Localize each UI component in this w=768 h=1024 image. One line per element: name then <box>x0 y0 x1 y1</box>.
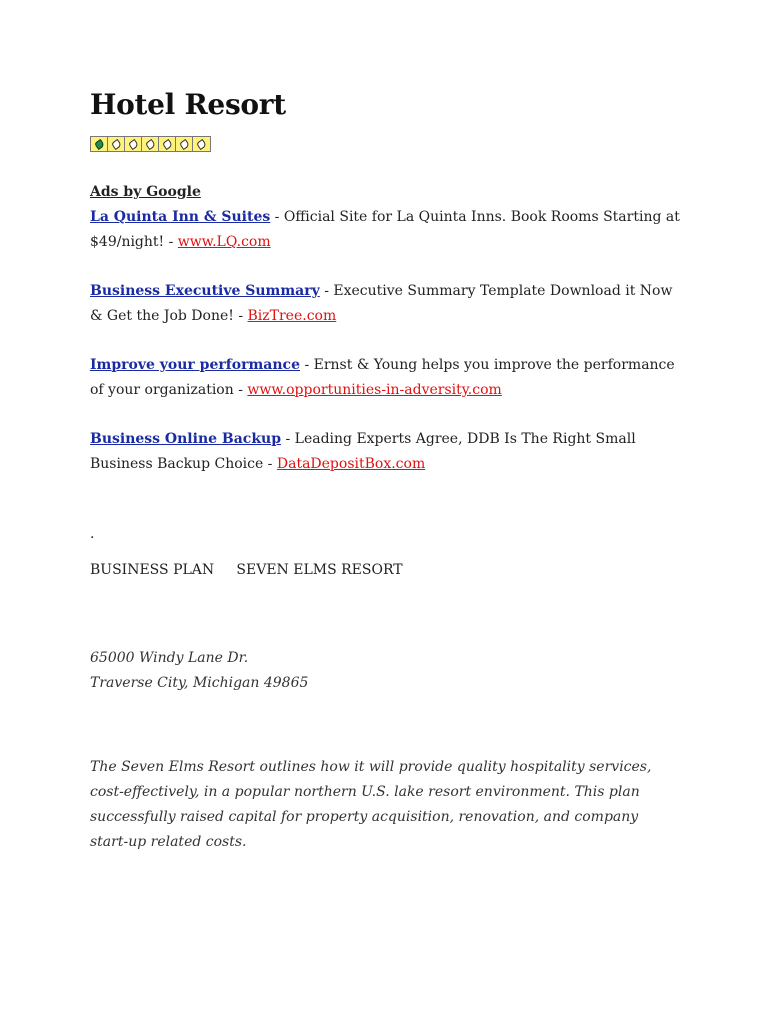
rating-empty-icon[interactable] <box>193 137 210 151</box>
address-line-2: Traverse City, Michigan 49865 <box>90 675 309 691</box>
ads-section <box>90 180 680 501</box>
ad-item <box>90 427 680 477</box>
rating-empty-icon[interactable] <box>176 137 193 151</box>
plan-summary: The Seven Elms Resort outlines how it will provide quality hospitality services, cost-effectively, in a popular northern U.S. lake resort environment. This plan successfully raised capital for property acquisition, renovation, and company start-up related costs. <box>90 759 652 850</box>
rating-empty-icon[interactable] <box>159 137 176 151</box>
plan-name: SEVEN ELMS RESORT <box>236 562 403 578</box>
star-rating[interactable] <box>90 136 211 152</box>
ad-description: - Executive Summary Template Download it Now & Get the Job Done! - <box>90 283 673 324</box>
ad-url-link[interactable]: DataDepositBox.com <box>276 456 426 472</box>
page-title: Hotel Resort <box>90 88 286 121</box>
ad-title-link[interactable]: Improve your performance <box>90 357 300 373</box>
address-block <box>90 646 308 696</box>
ad-item <box>90 279 680 329</box>
ad-url-link[interactable]: www.LQ.com <box>177 234 271 250</box>
ad-description: - Leading Experts Agree, DDB Is The Right Small Business Backup Choice - <box>90 431 636 472</box>
separator-dot: . <box>90 526 95 542</box>
ad-description: - Official Site for La Quinta Inns. Book Rooms Starting at $49/night! - <box>90 209 680 250</box>
rating-empty-icon[interactable] <box>125 137 142 151</box>
plan-heading <box>90 562 403 578</box>
address-line-1: 65000 Windy Lane Dr. <box>90 650 249 666</box>
ads-heading[interactable]: Ads by Google <box>90 184 201 200</box>
rating-empty-icon[interactable] <box>142 137 159 151</box>
ad-item <box>90 353 680 403</box>
ad-title-link[interactable]: Business Executive Summary <box>90 283 320 299</box>
ad-description: - Ernst & Young helps you improve the performance of your organization - <box>90 357 675 398</box>
plan-label: BUSINESS PLAN <box>90 562 215 578</box>
rating-empty-icon[interactable] <box>108 137 125 151</box>
ad-title-link[interactable]: Business Online Backup <box>90 431 282 447</box>
ad-item <box>90 205 680 255</box>
ad-url-link[interactable]: BizTree.com <box>247 308 337 324</box>
ad-url-link[interactable]: www.opportunities-in-adversity.com <box>247 382 502 398</box>
ad-title-link[interactable]: La Quinta Inn & Suites <box>90 209 271 225</box>
rating-filled-icon[interactable] <box>91 137 108 151</box>
